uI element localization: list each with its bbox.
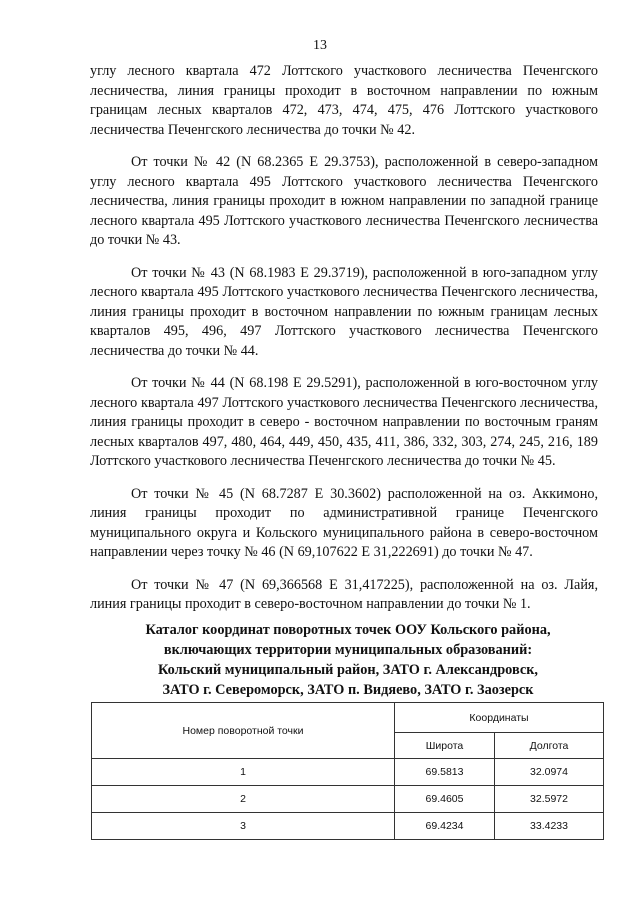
catalog-heading [80, 620, 616, 700]
cell-point: 2 [92, 786, 395, 813]
header-point-number: Номер поворотной точки [92, 703, 395, 759]
paragraph: От точки № 47 (N 69,366568 E 31,417225), расположенной на оз. Лайя, линия границы проходит в северо-восточном направлении до точки № 1. [90, 576, 598, 612]
heading-line: включающих территории муниципальных образований: [163, 642, 533, 658]
heading-line: ЗАТО г. Североморск, ЗАТО п. Видяево, ЗАТО г. Заозерск [162, 682, 534, 698]
table-row [92, 813, 604, 840]
table-row [92, 786, 604, 813]
cell-latitude: 69.4605 [395, 786, 495, 813]
cell-point: 3 [92, 813, 395, 840]
cell-point: 1 [92, 759, 395, 786]
cell-longitude: 32.5972 [495, 786, 604, 813]
body-text [90, 62, 598, 628]
cell-latitude: 69.4234 [395, 813, 495, 840]
table-header-row [92, 703, 604, 733]
cell-latitude: 69.5813 [395, 759, 495, 786]
heading-line: Кольский муниципальный район, ЗАТО г. Александровск, [157, 662, 539, 678]
header-latitude: Широта [395, 733, 495, 759]
heading-line: Каталог координат поворотных точек ООУ Кольского района, [145, 622, 551, 638]
paragraph: углу лесного квартала 472 Лоттского участкового лесничества Печенгского лесничества, линия границы проходит в восточном направлении по южным границам лесных кварталов 472, 473, 474, 475, 476 Лоттского участкового лесничества Печенгского лесничества до точки № 42. [90, 63, 598, 138]
paragraph: От точки № 42 (N 68.2365 E 29.3753), расположенной в северо-западном углу лесного квартала 495 Лоттского участкового лесничества Печенгского лесничества, линия границы проходит в южном направлении по западной границе лесного квартала 495 Лоттского участкового лесничества Печенгского лесничества до точки № 43. [90, 154, 598, 248]
paragraph: От точки № 43 (N 68.1983 E 29.3719), расположенной в юго-западном углу лесного квартала 495 Лоттского участкового лесничества Печенгского лесничества, линия границы проходит в восточном направлении по южным границам лесных кварталов 495, 496, 497 Лоттского участкового лесничества Печенгского лесничества до точки № 44. [90, 264, 598, 359]
cell-longitude: 32.0974 [495, 759, 604, 786]
header-longitude: Долгота [495, 733, 604, 759]
coordinates-table [91, 702, 604, 840]
cell-longitude: 33.4233 [495, 813, 604, 840]
table-row [92, 759, 604, 786]
paragraph: От точки № 44 (N 68.198 E 29.5291), расположенной в юго-восточном углу лесного квартала 497 Лоттского участкового лесничества Печенгского лесничества, линия границы проходит в северо - восточном направлении по восточным граням лесных кварталов 497, 480, 464, 449, 450, 435, 411, 386, 332, 303, 274, 245, 216, 189 Лоттского участкового лесничества Печенгского лесничества до точки № 45. [90, 375, 598, 469]
page-number: 13 [313, 38, 327, 53]
paragraph: От точки № 45 (N 68.7287 E 30.3602) расположенной на оз. Аккимоно, линия границы проходит по административной границе Печенгского муниципального округа и Кольского муниципального района в северо-восточном направлении через точку № 46 (N 69,107622 E 31,222691) до точки № 47. [90, 485, 598, 560]
header-coordinates: Координаты [395, 703, 604, 733]
